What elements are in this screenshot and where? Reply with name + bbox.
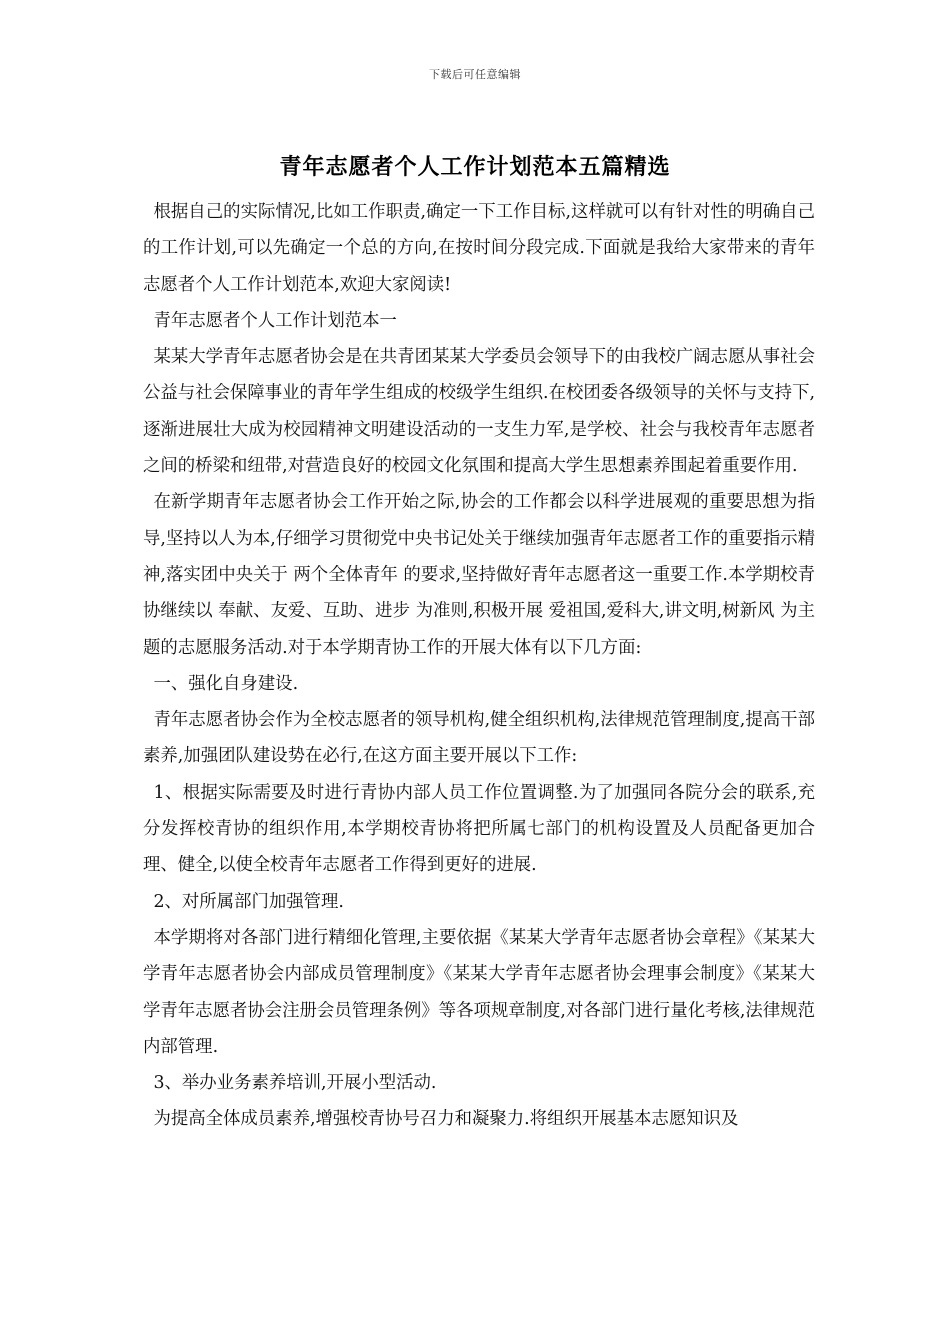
paragraph-organization: 青年志愿者协会作为全校志愿者的领导机构,健全组织机构,法律规范管理制度,提高干部素养,加强团队建设势在必行,在这方面主要开展以下工作: xyxy=(143,710,815,767)
paragraph-new-semester: 在新学期青年志愿者协会工作开始之际,协会的工作都会以科学进展观的重要思想为指导,坚持以人为本,仔细学习贯彻党中央书记处关于继续加强青年志愿者工作的重要指示精神,落实团中央关于 两个全体青年 的要求,坚持做好青年志愿者这一重要工作.本学期校青协继续以 奉献、友爱、互助、进步 为准则,积极开展 爱祖国,爱科大,讲文明,树新风 为主题的志愿服务活动.对于本学期青协工作的开展大体有以下几方面: xyxy=(143,492,815,658)
header-note: 下载后可任意编辑 xyxy=(429,68,521,81)
paragraph-association-intro: 某某大学青年志愿者协会是在共青团某某大学委员会领导下的由我校广阔志愿从事社会公益与社会保障事业的青年学生组成的校级学生组织.在校团委各级领导的关怀与支持下,逐渐进展壮大成为校园精神文明建设活动的一支生力军,是学校、社会与我校青年志愿者之间的桥梁和纽带,对营造良好的校园文化氛围和提高大学生思想素养围起着重要作用. xyxy=(143,347,815,477)
section-heading-plan-one: 青年志愿者个人工作计划范本一 xyxy=(153,310,397,331)
paragraph-training: 为提高全体成员素养,增强校青协号召力和凝聚力.将组织开展基本志愿知识及 xyxy=(153,1109,739,1130)
list-item-1: 1、根据实际需要及时进行青协内部人员工作位置调整.为了加强同各院分会的联系,充分发挥校青协的组织作用,本学期校青协将把所属七部门的机构设置及人员配备更加合理、健全,以使全校青年志愿者工作得到更好的进展. xyxy=(143,782,815,876)
paragraph-management: 本学期将对各部门进行精细化管理,主要依据《某某大学青年志愿者协会章程》《某某大学青年志愿者协会内部成员管理制度》《某某大学青年志愿者协会理事会制度》《某某大学青年志愿者协会注册会员管理条例》等各项规章制度,对各部门进行量化考核,法律规范内部管理. xyxy=(143,927,815,1057)
list-item-3: 3、举办业务素养培训,开展小型活动. xyxy=(153,1073,437,1094)
list-item-2: 2、对所属部门加强管理. xyxy=(153,891,344,912)
heading-strengthen-self: 一、强化自身建设. xyxy=(153,673,299,694)
document-body xyxy=(143,194,815,1138)
paragraph-intro: 根据自己的实际情况,比如工作职责,确定一下工作目标,这样就可以有针对性的明确自己的工作计划,可以先确定一个总的方向,在按时间分段完成.下面就是我给大家带来的青年志愿者个人工作计划范本,欢迎大家阅读! xyxy=(143,202,815,295)
document-title: 青年志愿者个人工作计划范本五篇精选 xyxy=(279,154,671,180)
